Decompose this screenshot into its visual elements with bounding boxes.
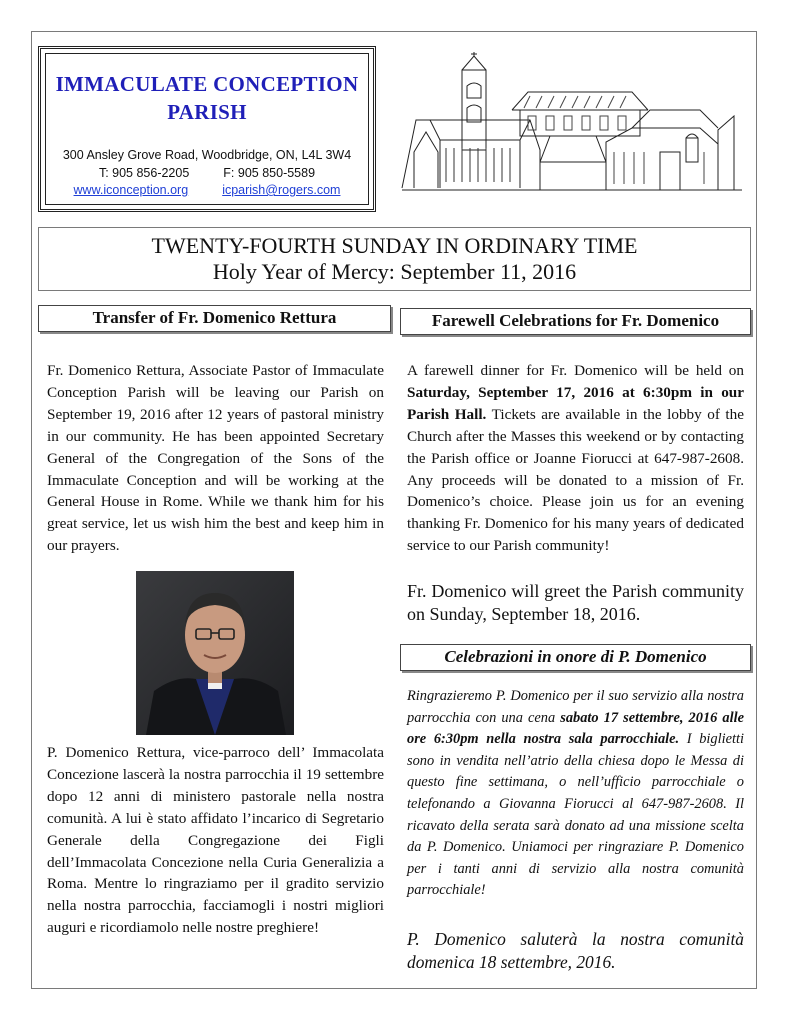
website-link[interactable]: www.iconception.org — [73, 183, 189, 197]
title-banner — [38, 227, 751, 291]
parish-header-inner — [45, 53, 369, 205]
farewell-text-start: A farewell dinner for Fr. Domenico will be held on — [407, 362, 744, 379]
farewell-event-details: Saturday, September 17, 2016 at 6:30pm in our Parish Hall. — [407, 383, 744, 423]
celebrazioni-paragraph — [407, 686, 744, 902]
celebrazioni-event-details: sabato 17 settembre, 2016 alle ore 6:30pm nella nostra sala parrocchiale. — [407, 709, 744, 748]
transfer-english-paragraph: Fr. Domenico Rettura, Associate Pastor of Immaculate Conception Parish will be leaving our Parish on September 19, 2016 after 12 years of pastoral ministry in our community. He has been appointed Secretary General of the Congregation of the Sons of the Immaculate Conception and will be working at the General House in Rome. While we thank him for his great service, let us wish him the best and keep him in our prayers. — [47, 362, 384, 555]
farewell-paragraph — [407, 360, 744, 557]
farewell-text-rest: Tickets are available in the lobby of the Church after the Masses this weekend or by contacting the Parish office or Joanne Fiorucci at 647-987-2608. Any proceeds will be donated to a mission of Fr. Domenico’s choice. Please join us for an evening thanking Fr. Domenico for his many years of dedicated service to our Parish community! — [407, 405, 744, 555]
celebrazioni-greeting: P. Domenico saluterà la nostra comunità domenica 18 settembre, 2016. — [407, 929, 744, 972]
sunday-title: TWENTY-FOURTH SUNDAY IN ORDINARY TIME — [151, 233, 638, 258]
transfer-heading: Transfer of Fr. Domenico Rettura — [38, 305, 391, 332]
church-illustration — [400, 52, 746, 202]
parish-contacts — [46, 183, 368, 197]
parish-header — [38, 46, 376, 212]
celebrazioni-text-rest: I biglietti sono in vendita nell’atrio della chiesa dopo le Messa di questo fine settimana, o nell’ufficio parrocchiale o telefonando a Giovanna Fiorucci al 647-987-2608. Il ricavato della serata sarà donato ad una missione scelta da P. Domenico. Uniamoci per ringraziare P. Domenico per i tanti anni di servizio alla nostra comunità parrocchiale! — [407, 731, 744, 899]
parish-name — [46, 70, 368, 126]
parish-phone: T: 905 856-2205 — [98, 166, 190, 180]
holy-year-subtitle: Holy Year of Mercy: September 11, 2016 — [212, 259, 577, 284]
parish-fax: F: 905 850-5589 — [223, 166, 316, 180]
transfer-italian-paragraph: P. Domenico Rettura, vice-parroco dell’ Immacolata Concezione lascerà la nostra parrocchia il 19 settembre dopo 12 anni di ministero pastorale nella nostra comunità. A lui è stato affidato l’incarico di Segretario Generale della Congregazione dei Figli dell’Immacolata Concezione nella Curia Generalizia a Roma. Mentre lo ringraziamo per il gradito servizio nella nostra parrocchia, facciamogli i nostri migliori auguri e ricordiamolo nelle nostre preghiere! — [47, 744, 384, 937]
parish-name-line2: PARISH — [167, 100, 247, 124]
email-link[interactable]: icparish@rogers.com — [222, 183, 341, 197]
farewell-heading: Farewell Celebrations for Fr. Domenico — [400, 308, 751, 335]
celebrazioni-heading: Celebrazioni in onore di P. Domenico — [400, 644, 751, 671]
parish-address: 300 Ansley Grove Road, Woodbridge, ON, L4L 3W4 — [62, 148, 352, 162]
fr-domenico-portrait — [136, 571, 294, 735]
parish-phone-fax — [46, 166, 368, 180]
parish-name-line1: IMMACULATE CONCEPTION — [55, 72, 359, 96]
farewell-greeting: Fr. Domenico will greet the Parish community on Sunday, September 18, 2016. — [407, 581, 744, 624]
celebrazioni-text-start: Ringrazieremo P. Domenico per il suo servizio alla nostra parrocchia con una cena — [407, 688, 744, 726]
